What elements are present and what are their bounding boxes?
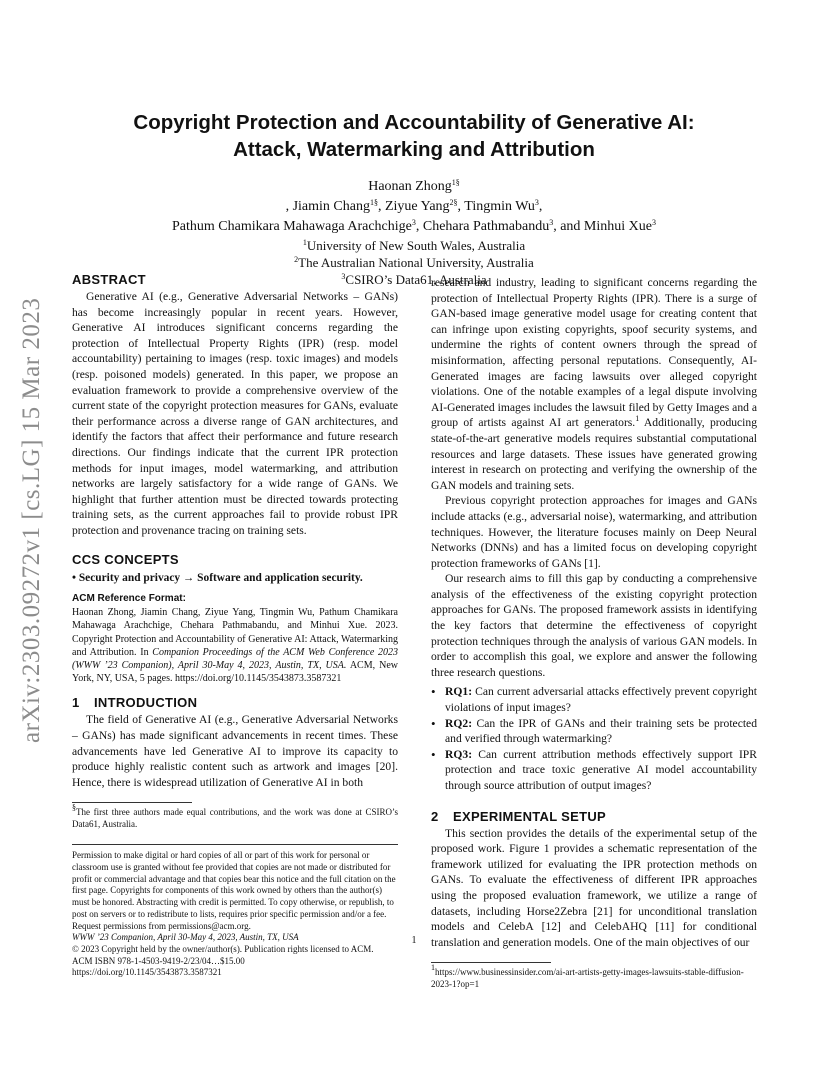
experimental-setup-text: This section provides the details of the experimental setup of the proposed work. Figure 1 provides a schematic representation of the framework utilized for evaluating the IPR protection methods on GANs. To evaluate the effectiveness of different IPR approaches using the proposed evaluation framework, we utilize a range of datasets, including Horse2Zebra [21] for unconditional translation models and CelebA [12] and CelebAHQ [11] for conditional translation and generation models. One of the main objectives of our xyxy=(431,826,757,949)
acm-reference-heading: ACM Reference Format: xyxy=(72,593,186,605)
acm-reference-text: Haonan Zhong, Jiamin Chang, Ziyue Yang, Tingmin Wu, Pathum Chamikara Mahawaga Arachchige, Chehara Pathmabandu, and Minhui Xue. 2023. Copyright Protection and Accountability of Generative AI: Attack, Watermarking and Attribution. In Companion Proceedings of the ACM Web Conference 2023 (WWW ’23 Companion), April 30-May 4, 2023, Austin, TX, USA. ACM, New York, NY, USA, 5 pages. https://doi.org/10.1145/3543873.3587321 xyxy=(72,607,398,685)
footnote-equal-contribution: §The first three authors made equal contributions, and the work was done at CSIRO’s Data61, Australia. xyxy=(72,803,398,830)
introduction-text: The field of Generative AI (e.g., Generative Adversarial Networks – GANs) has made significant advancements in recent times. These advancements have led Generative AI to improve its capacity to produce highly realistic content such as artwork and images [20]. Hence, there is widespread utilization of Generative AI in both xyxy=(72,713,398,789)
introduction-paragraph: Our research aims to fill this gap by conducting a comprehensive analysis of the effectiveness of the existing copyright protection approaches for GANs. The proposed framework assists in identifying the key factors that determine the effectiveness of copyright protection techniques through the analysis of various GAN models. In order to accomplish this goal, we explore and answer the following three research questions. xyxy=(431,572,757,679)
affiliation: $^1$University of New South Wales, Australia xyxy=(302,238,526,253)
introduction-text-cont: research and industry, leading to significant concerns regarding the protection of Intellectual Property Rights (IPR). There is a surge of GAN-based image generative model usage for creating content that can infringe upon existing copyrights, spoof security systems, and undermine the rights of content owners through the spread of misinformation, affecting personal reputations. Consequently, AI-Generated images are facing lawsuits over alleged copyright violations. One of the notable examples of a legal dispute involving AI-Generated images includes the lawsuit filed by Getty Images and a group of artists against AI art generators.$^1$ Additionally, producing state-of-the-art generative models requires substantial computational resources and large datasets. These issues have generated growing interest in research on protecting and verifying the ownership of the GAN models and training sets. xyxy=(431,276,757,492)
title-line-2: Attack, Watermarking and Attribution xyxy=(233,138,595,161)
page-number: 1 xyxy=(411,935,417,946)
right-column xyxy=(431,275,757,990)
research-question: • RQ1: Can current adversarial attacks effectively prevent copyright violations of input images? xyxy=(431,684,757,715)
footnote-url: $^1$https://www.businessinsider.com/ai-art-artists-getty-images-lawsuits-stable-diffusion-2023-1?op=1 xyxy=(431,963,744,990)
footnote-rule xyxy=(431,962,551,963)
author-block: Haonan Zhong$^{1\S}$ , Jiamin Chang$^{1\S}$, Ziyue Yang$^{2\S}$, Tingmin Wu$^3$, Pathum Chamikara Mahawaga Arachchige$^3$, Chehara Pathmabandu$^3$, and Minhui Xue$^3$ $^1$University of New South Wales, Australia $^2$The Australian National University, Australia $^3$CSIRO’s Data61, Australia xyxy=(72,177,756,288)
author-line-2: Pathum Chamikara Mahawaga Arachchige$^3$, Chehara Pathmabandu$^3$, and Minhui Xue$^3$ xyxy=(172,218,656,234)
permission-notice: Permission to make digital or hard copies of all or part of this work for personal or classroom use is granted without fee provided that copies are not made or distributed for profit or commercial advantage and that copies bear this notice and the full citation on the first page. Copyrights for components of this work owned by others than the author(s) must be honored. Abstracting with credit is permitted. To copy otherwise, or republish, to post on servers or to redistribute to lists, requires prior specific permission and/or a fee. Request permissions from permissions@acm.org. WWW ’23 Companion, April 30-May 4, 2023, Austin, TX, USA © 2023 Copyright held by the owner/author(s). Publication rights licensed to ACM. ACM ISBN 978-1-4503-9419-2/23/04…$15.00 https://doi.org/10.1145/3543873.3587321 xyxy=(72,844,398,979)
footnote-rule xyxy=(72,802,192,803)
abstract-heading: ABSTRACT xyxy=(72,272,146,287)
research-question: • RQ3: Can current attribution methods effectively support IPR protection and trace toxic generative AI model accountability through source attribution of output images? xyxy=(431,747,757,794)
title-line-1: Copyright Protection and Accountability of Generative AI: xyxy=(133,111,695,134)
introduction-heading: 1 INTRODUCTION xyxy=(72,695,198,711)
arxiv-identifier: arXiv:2303.09272v1 [cs.LG] 15 Mar 2023 xyxy=(18,297,45,743)
research-question: • RQ2: Can the IPR of GANs and their training sets be protected and verified through watermarking? xyxy=(431,716,757,747)
abstract-text: Generative AI (e.g., Generative Adversarial Networks – GANs) has become increasingly popular in recent years. However, Generative AI introduces significant concerns regarding the protection of Intellectual Property Rights (IPR) (resp. model accountability) pertaining to images (resp. toxic images) and models (resp. poisoned models) generated. In this paper, we propose an evaluation framework to provide a comprehensive overview of the current state of the copyright protection measures for GANs, evaluate their performance across a diverse range of GAN architectures, and identify the factors that affect their performance and future research directions. Our findings indicate that the current IPR protection methods for input images, model watermarking, and attribution networks are largely satisfactory for a wide range of GANs. We highlight that further attention must be directed towards protecting training sets, as the current approaches fail to provide robust IPR protection and provenance tracing on training sets. xyxy=(72,290,398,537)
affiliation: $^2$The Australian National University, Australia xyxy=(294,255,534,270)
ccs-heading: CCS CONCEPTS xyxy=(72,551,179,567)
paper-title xyxy=(72,109,756,163)
ccs-concepts: • Security and privacy → Software and application security. xyxy=(72,571,363,584)
research-questions xyxy=(431,684,757,793)
affiliation: $^3$CSIRO’s Data61, Australia xyxy=(341,272,487,287)
left-column xyxy=(72,271,398,979)
experimental-setup-heading: 2 EXPERIMENTAL SETUP xyxy=(431,808,606,824)
author-line-1: Haonan Zhong$^{1\S}$ xyxy=(368,178,460,194)
introduction-paragraph: Previous copyright protection approaches for images and GANs include attacks (e.g., adversarial noise), watermarking, and attribution techniques. However, the literature focuses mainly on Deep Neural Networks (DNNs) and has a limited focus on developing copyright protection frameworks of GANs [1]. xyxy=(431,494,757,570)
